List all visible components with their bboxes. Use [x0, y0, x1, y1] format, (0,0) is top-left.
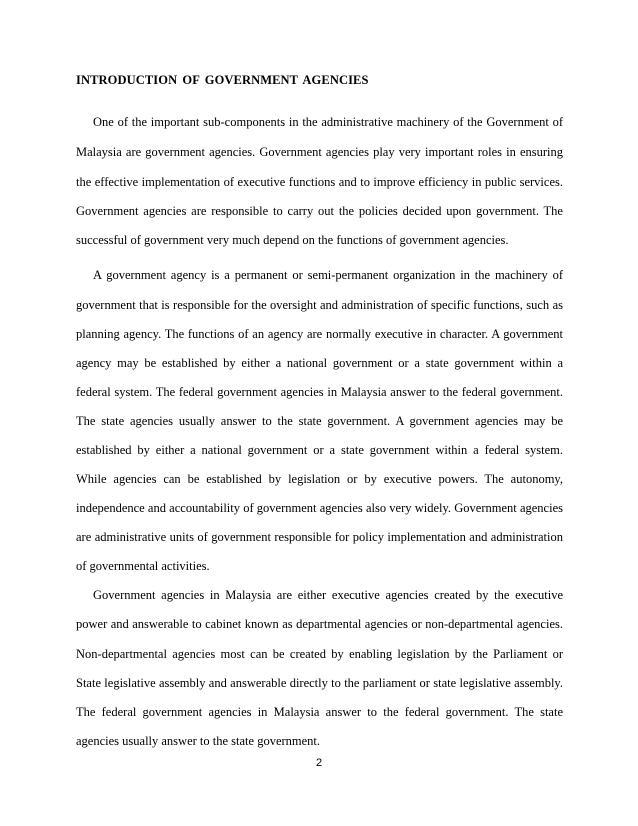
paragraph-2-line-11: of governmental activities. — [76, 559, 210, 573]
paragraph-3-line-3: Non-departmental agencies most can be created by enabling legislation by the Parliament or — [76, 647, 563, 661]
paragraph-1-line-1: One of the important sub-components in the administrative machinery of the Government of — [93, 115, 563, 129]
paragraph-2-line-9: independence and accountability of government agencies also very widely. Government agencies — [76, 501, 563, 515]
paragraph-1-line-4: Government agencies are responsible to carry out the policies decided upon government. The — [76, 204, 563, 218]
paragraph-3-line-6: agencies usually answer to the state government. — [76, 734, 321, 748]
paragraph-2-line-1: A government agency is a permanent or semi-permanent organization in the machinery of — [93, 268, 563, 282]
paragraph-3-line-4: State legislative assembly and answerable directly to the parliament or state legislative assembly. — [76, 676, 563, 690]
paragraph-2-line-4: agency may be established by either a national government or a state government within a — [76, 356, 563, 370]
paragraph-2-line-5: federal system. The federal government agencies in Malaysia answer to the federal government. — [76, 385, 563, 399]
paragraph-2-line-8: While agencies can be established by legislation or by executive powers. The autonomy, — [76, 472, 563, 486]
page-number: 2 — [315, 757, 323, 769]
paragraph-2-line-10: are administrative units of government responsible for policy implementation and administration — [76, 530, 563, 544]
paragraph-2-line-3: planning agency. The functions of an agency are normally executive in character. A government — [76, 327, 563, 341]
paragraph-3-line-2: power and answerable to cabinet known as departmental agencies or non-departmental agencies. — [76, 617, 563, 631]
paragraph-2-line-7: established by either a national government or a state government within a federal system. — [76, 443, 563, 457]
paragraph-1-line-5: successful of government very much depend on the functions of government agencies. — [76, 233, 509, 247]
paragraph-3-line-5: The federal government agencies in Malaysia answer to the federal government. The state — [76, 705, 563, 719]
paragraph-1-line-2: Malaysia are government agencies. Government agencies play very important roles in ensuring — [76, 145, 563, 159]
paragraph-2-line-2: government that is responsible for the oversight and administration of specific functions, such as — [76, 298, 563, 312]
paragraph-3-line-1: Government agencies in Malaysia are either executive agencies created by the executive — [93, 588, 563, 602]
paragraph-1-line-3: the effective implementation of executive functions and to improve efficiency in public services. — [76, 175, 563, 189]
section-heading: INTRODUCTION OF GOVERNMENT AGENCIES — [76, 73, 369, 87]
paragraph-2-line-6: The state agencies usually answer to the state government. A government agencies may be — [76, 414, 563, 428]
